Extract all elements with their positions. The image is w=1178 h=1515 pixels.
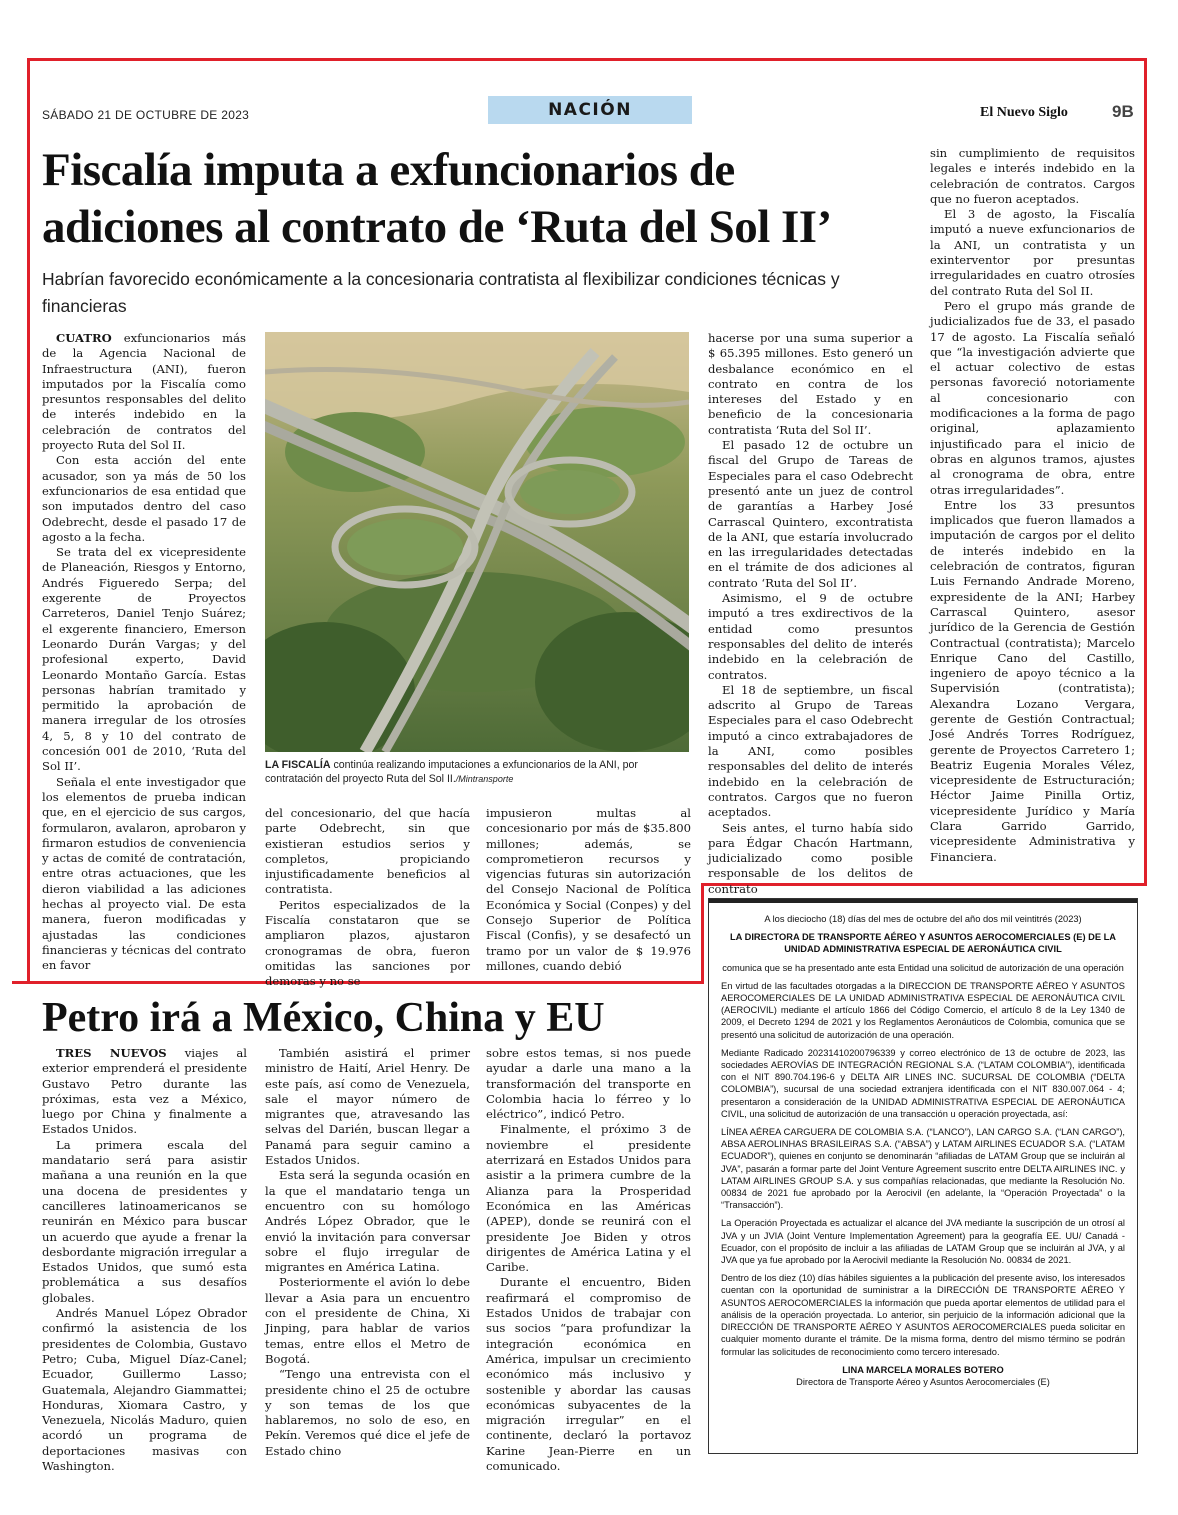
- paragraph: Se trata del ex vicepresidente de Planeación, Riesgos y Entorno, Andrés Figueredo Serpa; del exgerente de Proyectos Carreteros, Daniel Tenjo Suárez; el exgerente financiero, Emerson Leonardo Durán Vargas; y del profesional experto, David Leonardo Montaño García. Estas personas habrían tramitado y permitido la aprobación de manera irregular de los otrosíes 4, 5, 8 y 10 del contrato de concesión 001 de 2010, ‘Ruta del Sol II’.: [42, 545, 246, 774]
- paragraph: Peritos especializados de la Fiscalía constataron que se ampliaron plazos, ajustaron cronogramas de obra, fueron omitidas las sanciones por demoras y no se: [265, 897, 470, 989]
- lead-word: TRES NUEVOS: [56, 1046, 167, 1060]
- paragraph: viajes al exterior emprenderá el presidente Gustavo Petro durante las próximas, esta vez a México, luego por China y finalmente a Estados Unidos.: [42, 1046, 247, 1137]
- notice-paragraph: Mediante Radicado 20231410200796339 y correo electrónico de 13 de octubre de 2023, las sociedades AEROVÍAS DE INTEGRACIÓN REGIONAL S.A. (“LATAM COLOMBIA”), identificada con el NIT 890.704.196-6 y DELTA AIR LINES INC. SUCURSAL DE COLOMBIA (“DELTA COLOMBIA”), sucursal de una sociedad extranjera identificada con el NIT 830.007.064 - 4; presentaron a consideración de la UNIDAD ADMINISTRATIVA ESPECIAL DE AERONÁUTICA CIVIL, una solicitud de autorización de una transacción u operación proyectada, así:: [721, 1047, 1125, 1119]
- article-subhead: Habrían favorecido económicamente a la concesionaria contratista al flexibilizar condiciones técnicas y financieras: [42, 269, 840, 316]
- article2-column-3: [486, 1046, 691, 1474]
- notice-paragraph: En virtud de las facultades otorgadas a la DIRECCION DE TRANSPORTE AÉREO Y ASUNTOS AEROCOMERCIALES DE LA UNIDAD ADMINISTRATIVA ESPECIAL DE AERONÁUTICA CIVIL (AEROCIVIL) mediante el artículo 1866 del Código Comercio, el artículo 8 de la Ley 1340 de 2009, el Decreto 1294 de 2021 y los Reglamentos Aeronáuticos de Colombia, comunica que se presentó una solicitud de autorización de una operación.: [721, 980, 1125, 1040]
- paragraph: Posteriormente el avión lo debe llevar a Asia para un encuentro con el presidente de China, Xi Jinping, para hablar de varios temas, entre ellos el Metro de Bogotá.: [265, 1275, 470, 1366]
- paragraph: Esta será la segunda ocasión en la que el mandatario tenga un encuentro con su homólogo Andrés López Obrador, que le envió la invitación para conversar sobre el flujo irregular de migrantes en América Latina.: [265, 1168, 470, 1275]
- article-column-1: [42, 331, 246, 973]
- article-headline: Fiscalía imputa a exfuncionarios de adiciones al contrato de ‘Ruta del Sol II’: [42, 144, 832, 253]
- article-column-3: [486, 806, 691, 974]
- paragraph: La primera escala del mandatario será para asistir mañana a una reunión en la que una docena de presidentes y cancilleres latinoamericanos se reunirán en México para buscar un acuerdo que ayude a frenar la desbordante migración irregular a Estados Unidos, que sumó esta problemática a sus desafíos globales.: [42, 1137, 247, 1305]
- paragraph: Finalmente, el próximo 3 de noviembre el presidente aterrizará en Estados Unidos para asistir a la primera cumbre de la Alianza para la Prosperidad Económica en las Américas (APEP), donde se reunirá con el presidente Joe Biden y otros dirigentes de América Latina y el Caribe.: [486, 1122, 691, 1275]
- notice-paragraph: LÍNEA AÉREA CARGUERA DE COLOMBIA S.A. (“LANCO”), LAN CARGO S.A. (“LAN CARGO”), ABSA AEROLINHAS BRASILEIRAS S.A. (“ABSA”) y LATAM AIRLINES ECUADOR S.A. (“LATAM ECUADOR”), quienes en conjunto se denominarán “afiliadas de LATAM Group que se incluirán al JVA”, pasarán a formar parte del Joint Venture Agreement suscrito entre DELTA AIRLINES INC. y LATAM AIRLINES GROUP S.A. y sus compañías relacionadas, que mediante la Resolución No. 00834 de 2021 fue aprobado por la Aerocivil (en adelante, la “Operación Proyectada” o la “Transacción”).: [721, 1127, 1125, 1211]
- paragraph: Durante el encuentro, Biden reafirmará el compromiso de Estados Unidos de trabajar con sus socios “para profundizar la integración económica en América, impulsar un crecimiento económico más inclusivo y sostenible y abordar las causas económicas subyacentes de la migración irregular” en el continente, declaró la portavoz Karine Jean-Pierre en un comunicado.: [486, 1275, 691, 1474]
- newspaper-name: El Nuevo Siglo: [980, 105, 1068, 120]
- article-column-4: [708, 331, 913, 897]
- notice-top-rule: [709, 899, 1137, 903]
- paragraph: Seis antes, el turno había sido para Édgar Chacón Hartmann, judicializado como posible responsable de los delitos de contrato: [708, 820, 913, 896]
- paragraph: “Tengo una entrevista con el presidente chino el 25 de octubre y son temas de los que hablaremos, no solo de eso, en Pekín. Veremos qué dice el jefe de Estado chino: [265, 1367, 470, 1458]
- notice-title: LA DIRECTORA DE TRANSPORTE AÉREO Y ASUNTOS AEROCOMERCIALES (E) DE LA UNIDAD ADMINISTRATIVA ESPECIAL DE AERONÁUTICA CIVIL: [729, 932, 1117, 955]
- issue-date: SÁBADO 21 DE OCTUBRE DE 2023: [42, 108, 250, 122]
- article-column-2: [265, 806, 470, 990]
- photo-credit: /Mintransporte: [455, 774, 514, 784]
- paragraph: Pero el grupo más grande de judicializados fue de 33, el pasado 17 de agosto. La Fiscalía señaló que “la investigación advierte que el actuar colectivo de estas personas favoreció notoriamente al concesionario con modificaciones a la forma de pago original, aplazamiento injustificado para el inicio de obras en algunos tramos, ajustes al cronograma de obra, entre otras irregularidades”.: [930, 298, 1135, 497]
- lead-word: CUATRO: [56, 331, 112, 345]
- paragraph: Con esta acción del ente acusador, son ya más de 50 los exfuncionarios de esa entidad que son imputados dentro del caso Odebrecht, desde el pasado 17 de agosto a la fecha.: [42, 453, 246, 544]
- paragraph: hacerse por una suma superior a $ 65.395 millones. Esto generó un desbalance económico en el contrato en contra de los intereses del Estado y en beneficio de la concesionaria contratista ‘Ruta del Sol II’.: [708, 331, 913, 437]
- paragraph: exfuncionarios más de la Agencia Nacional de Infraestructura (ANI), fueron imputados por la Fiscalía como presuntos responsables del delito de interés indebido en la celebración de contratos del proyecto Ruta del Sol II.: [42, 331, 246, 453]
- notice-paragraph: Dentro de los diez (10) días hábiles siguientes a la publicación del presente aviso, los interesados cuentan con la oportunidad de suministrar a la DIRECCIÓN DE TRANSPORTE AÉREO Y ASUNTOS AEROCOMERCIALES la información que pueda aportar elementos de utilidad para el análisis de la operación proyectada. Lo anterior, sin perjuicio de la información adicional que la DIRECCIÓN DE TRANSPORTE AÉREO Y ASUNTOS AEROCOMERCIALES pueda solicitar en cualquier momento durante el trámite. De la misma forma, dentro del mismo término se podrán formular las solicitudes de reconocimiento como tercero interesado.: [721, 1273, 1125, 1357]
- page-header: [42, 96, 1138, 126]
- paragraph: También asistirá el primer ministro de Haití, Ariel Henry. De este país, así como de Venezuela, sale el mayor número de migrantes que, atravesando las selvas del Darién, buscan llegar a Panamá para seguir camino a Estados Unidos.: [265, 1046, 470, 1168]
- highlight-frame-right: [1144, 58, 1147, 886]
- paragraph: Entre los 33 presuntos implicados que fueron llamados a imputación de cargos por el delito de interés indebido en la celebración de contratos, figuran Luis Fernando Andrade Moreno, expresidente de la ANI; Harbey Carrascal Quintero, asesor jurídico de la Gerencia de Gestión Contractual (contratista); Marcelo Enrique Cano del Castillo, ingeniero de apoyo técnico a la Supervisión (contratista); Alexandra Lozano Vergara, gerente de Gestión Contractual; José Andrés Torres Rodríguez, gerente de Proyectos Carretero 1; Beatriz Eugenia Morales Vélez, vicepresidente de Estructuración; Héctor Jaime Pinilla Ortiz, vicepresidente Jurídico y María Clara Garrido Garrido, vicepresidente Administrativa y Financiera.: [930, 497, 1135, 864]
- page-number: 9B: [1112, 102, 1134, 121]
- highlight-frame-step-v: [701, 883, 704, 984]
- highlight-frame-top: [27, 58, 1147, 61]
- highway-interchange-image: [265, 332, 689, 752]
- section-label: NACIÓN: [488, 96, 692, 124]
- article-column-5: [930, 146, 1135, 865]
- legal-notice-box: [708, 898, 1138, 1454]
- highlight-frame-left: [27, 58, 30, 984]
- paragraph: El pasado 12 de octubre un fiscal del Grupo de Tareas de Especiales para el caso Odebrecht presentó ante un juez de control de garantías a Harbey José Carrascal Quintero, excontratista de la ANI, que estaría involucrado en las irregularidades detectadas en el trámite de dos adiciones al contrato ‘Ruta del Sol II’.: [708, 438, 913, 590]
- article2-headline: Petro irá a México, China y EU: [42, 995, 605, 1041]
- notice-date-line: A los dieciocho (18) días del mes de octubre del año dos mil veintitrés (2023): [764, 914, 1082, 924]
- paragraph: Señala el ente investigador que los elementos de prueba indican que, en el ejercicio de sus cargos, formularon, avalaron, aprobaron y firmaron estudios de conveniencia y actas de comité de contratación, entre otras actuaciones, que les dieron viabilidad a las adiciones hechas al proyecto vial. De esta manera, fueron modificadas y ajustadas las condiciones financieras y técnicas del contrato en favor: [42, 774, 246, 973]
- paragraph: El 18 de septiembre, un fiscal adscrito al Grupo de Tareas Especiales para el caso Odebrecht imputó a cinco extrabajadores de la ANI, como posibles responsables del delito de interés indebido en la celebración de contratos. Cargos que no fueron aceptados.: [708, 682, 913, 820]
- paragraph: del concesionario, del que hacía parte Odebrecht, sin que existieran estudios serios y completos, propiciando injustificadamente beneficios al contratista.: [265, 806, 470, 897]
- paragraph: sobre estos temas, si nos puede ayudar a darle una mano a la transformación del transporte en Colombia hacia lo férreo y lo eléctrico”, indicó Petro.: [486, 1046, 691, 1122]
- paragraph: El 3 de agosto, la Fiscalía imputó a nueve exfuncionarios de la ANI, un contratista y un exinterventor por presuntas irregularidades en cuatro otrosíes del contrato Ruta del Sol II.: [930, 207, 1135, 298]
- aerial-highway-photo: [265, 332, 689, 752]
- paragraph: sin cumplimiento de requisitos legales e interés indebido en la celebración de contratos. Cargos que no fueron aceptados.: [930, 146, 1135, 206]
- photo-caption: [265, 758, 695, 786]
- article2-column-2: [265, 1046, 470, 1459]
- caption-lead: LA FISCALÍA: [265, 759, 331, 771]
- paragraph: impusieron multas al concesionario por más de $35.800 millones; además, se comprometieron recursos y vigencias futuras sin autorización del Consejo Nacional de Política Económica y Social (Conpes) y del Consejo Superior de Política Fiscal (Confis), y se desafectó un tramo por un valor de $ 19.976 millones, cuando debió: [486, 806, 691, 973]
- paragraph: Asimismo, el 9 de octubre imputó a tres exdirectivos de la entidad como presuntos responsables del delito de interés indebido en la celebración de contratos.: [708, 591, 913, 682]
- caption-text: continúa realizando imputaciones a exfuncionarios de la ANI, por contratación del proyecto Ruta del Sol II.: [265, 759, 638, 785]
- paragraph: Andrés Manuel López Obrador confirmó la asistencia de los presidentes de Colombia, Gustavo Petro; Cuba, Miguel Díaz-Canel; Ecuador, Guillermo Lasso; Guatemala, Alejandro Giammattei; Honduras, Xiomara Castro, y Venezuela, Nicolás Maduro, quien acordó un programa de deportaciones masivas con Washington.: [42, 1306, 247, 1474]
- signer-name: LINA MARCELA MORALES BOTERO: [842, 1364, 1004, 1375]
- notice-paragraph: La Operación Proyectada es actualizar el alcance del JVA mediante la suscripción de un otrosí al JVA y un JVIA (Joint Venture Implementation Agreement) para la geografía EE. UU/ Canadá - Ecuador, con el propósito de incluir a las afiliadas de LATAM Group que se incluirán al JVA, y al JVA que ya fue aprobado por la Aerocivil mediante la Resolución No. 00834 de 2021.: [721, 1218, 1125, 1266]
- signer-title: Directora de Transporte Aéreo y Asuntos Aerocomerciales (E): [796, 1376, 1050, 1387]
- article2-column-1: [42, 1046, 247, 1474]
- notice-intro: comunica que se ha presentado ante esta Entidad una solicitud de autorización de una operación: [722, 962, 1124, 973]
